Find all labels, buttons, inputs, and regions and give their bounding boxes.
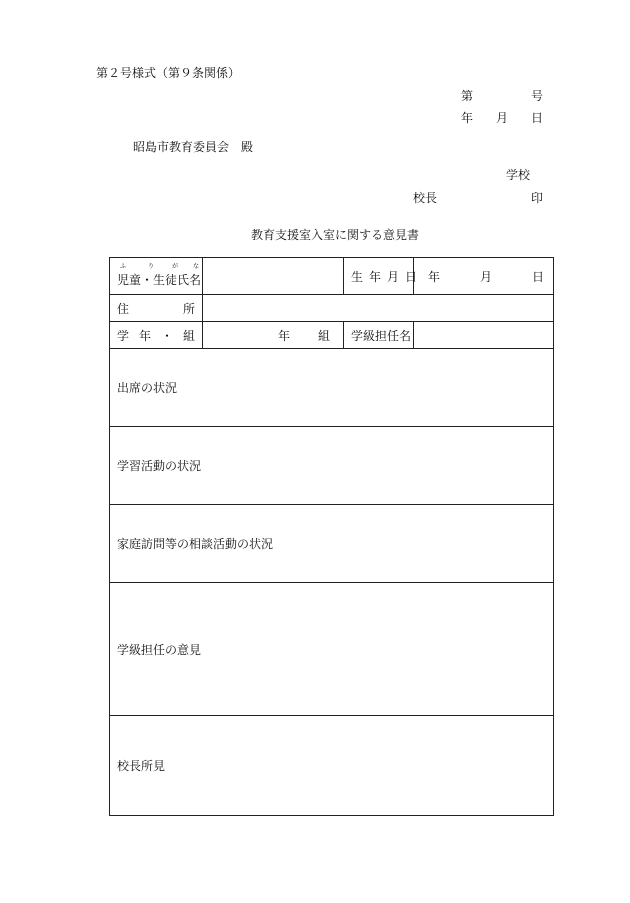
sender-principal: 校長 (413, 191, 438, 205)
birth-value-cell[interactable] (414, 258, 554, 295)
birth-label: 生年月日 (351, 269, 424, 284)
section-attendance[interactable] (110, 349, 554, 427)
form-number: 第２号様式（第９条関係） (96, 66, 241, 80)
opinion-form-table (109, 257, 554, 816)
section-row-attendance (110, 349, 554, 427)
grade-label-4: 組 (182, 328, 195, 343)
teacher-value-cell[interactable] (414, 322, 554, 349)
seal-mark: 印 (531, 191, 544, 205)
birth-year-unit: 年 (427, 269, 440, 284)
doc-number-go: 号 (531, 89, 544, 103)
furigana-1: ふ (120, 262, 127, 270)
section-label: 家庭訪問等の相談活動の状況 (117, 537, 274, 551)
section-row-learning (110, 427, 554, 505)
address-row (110, 295, 554, 322)
address-label-1: 住 (117, 301, 130, 316)
teacher-label: 学級担任名 (351, 328, 412, 343)
section-label: 学習活動の状況 (117, 459, 202, 473)
section-teacher-opinion[interactable] (110, 583, 554, 716)
name-label-cell (110, 258, 203, 295)
document-title: 教育支援室入室に関する意見書 (251, 228, 420, 242)
section-home-visit[interactable] (110, 505, 554, 583)
date-month: 月 (496, 111, 509, 125)
teacher-label-cell (344, 322, 414, 349)
section-row-principal-opinion (110, 716, 554, 816)
grade-class-unit: 組 (317, 328, 330, 343)
furigana-4: な (193, 262, 200, 270)
section-row-teacher-opinion (110, 583, 554, 716)
grade-label-3: ・ (160, 328, 173, 343)
name-label: 児童・生徒氏名 (117, 272, 202, 287)
address-value-cell[interactable] (203, 295, 554, 322)
furigana-3: が (172, 262, 179, 270)
name-value-cell[interactable] (203, 258, 344, 295)
furigana-2: り (148, 262, 155, 270)
section-label: 学級担任の意見 (117, 642, 202, 657)
addressee: 昭島市教育委員会 殿 (133, 140, 254, 154)
birth-label-cell (344, 258, 424, 295)
date-year: 年 (461, 111, 474, 125)
grade-value-cell[interactable] (203, 322, 344, 349)
grade-label-1: 学 (117, 328, 130, 343)
doc-number-dai: 第 (461, 89, 474, 103)
section-row-home-visit (110, 505, 554, 583)
grade-label-cell (110, 322, 203, 349)
section-principal-opinion[interactable] (110, 716, 554, 816)
grade-year-unit: 年 (277, 328, 290, 343)
name-row (110, 258, 554, 295)
address-label-cell (110, 295, 203, 322)
address-label-2: 所 (182, 301, 195, 316)
birth-day-unit: 日 (531, 269, 544, 284)
section-learning[interactable] (110, 427, 554, 505)
birth-month-unit: 月 (479, 269, 492, 284)
grade-row (110, 322, 554, 349)
section-label: 出席の状況 (117, 381, 178, 395)
date-day: 日 (531, 111, 544, 125)
grade-label-2: 年 (138, 328, 151, 343)
sender-school: 学校 (506, 168, 531, 182)
section-label: 校長所見 (117, 759, 166, 773)
